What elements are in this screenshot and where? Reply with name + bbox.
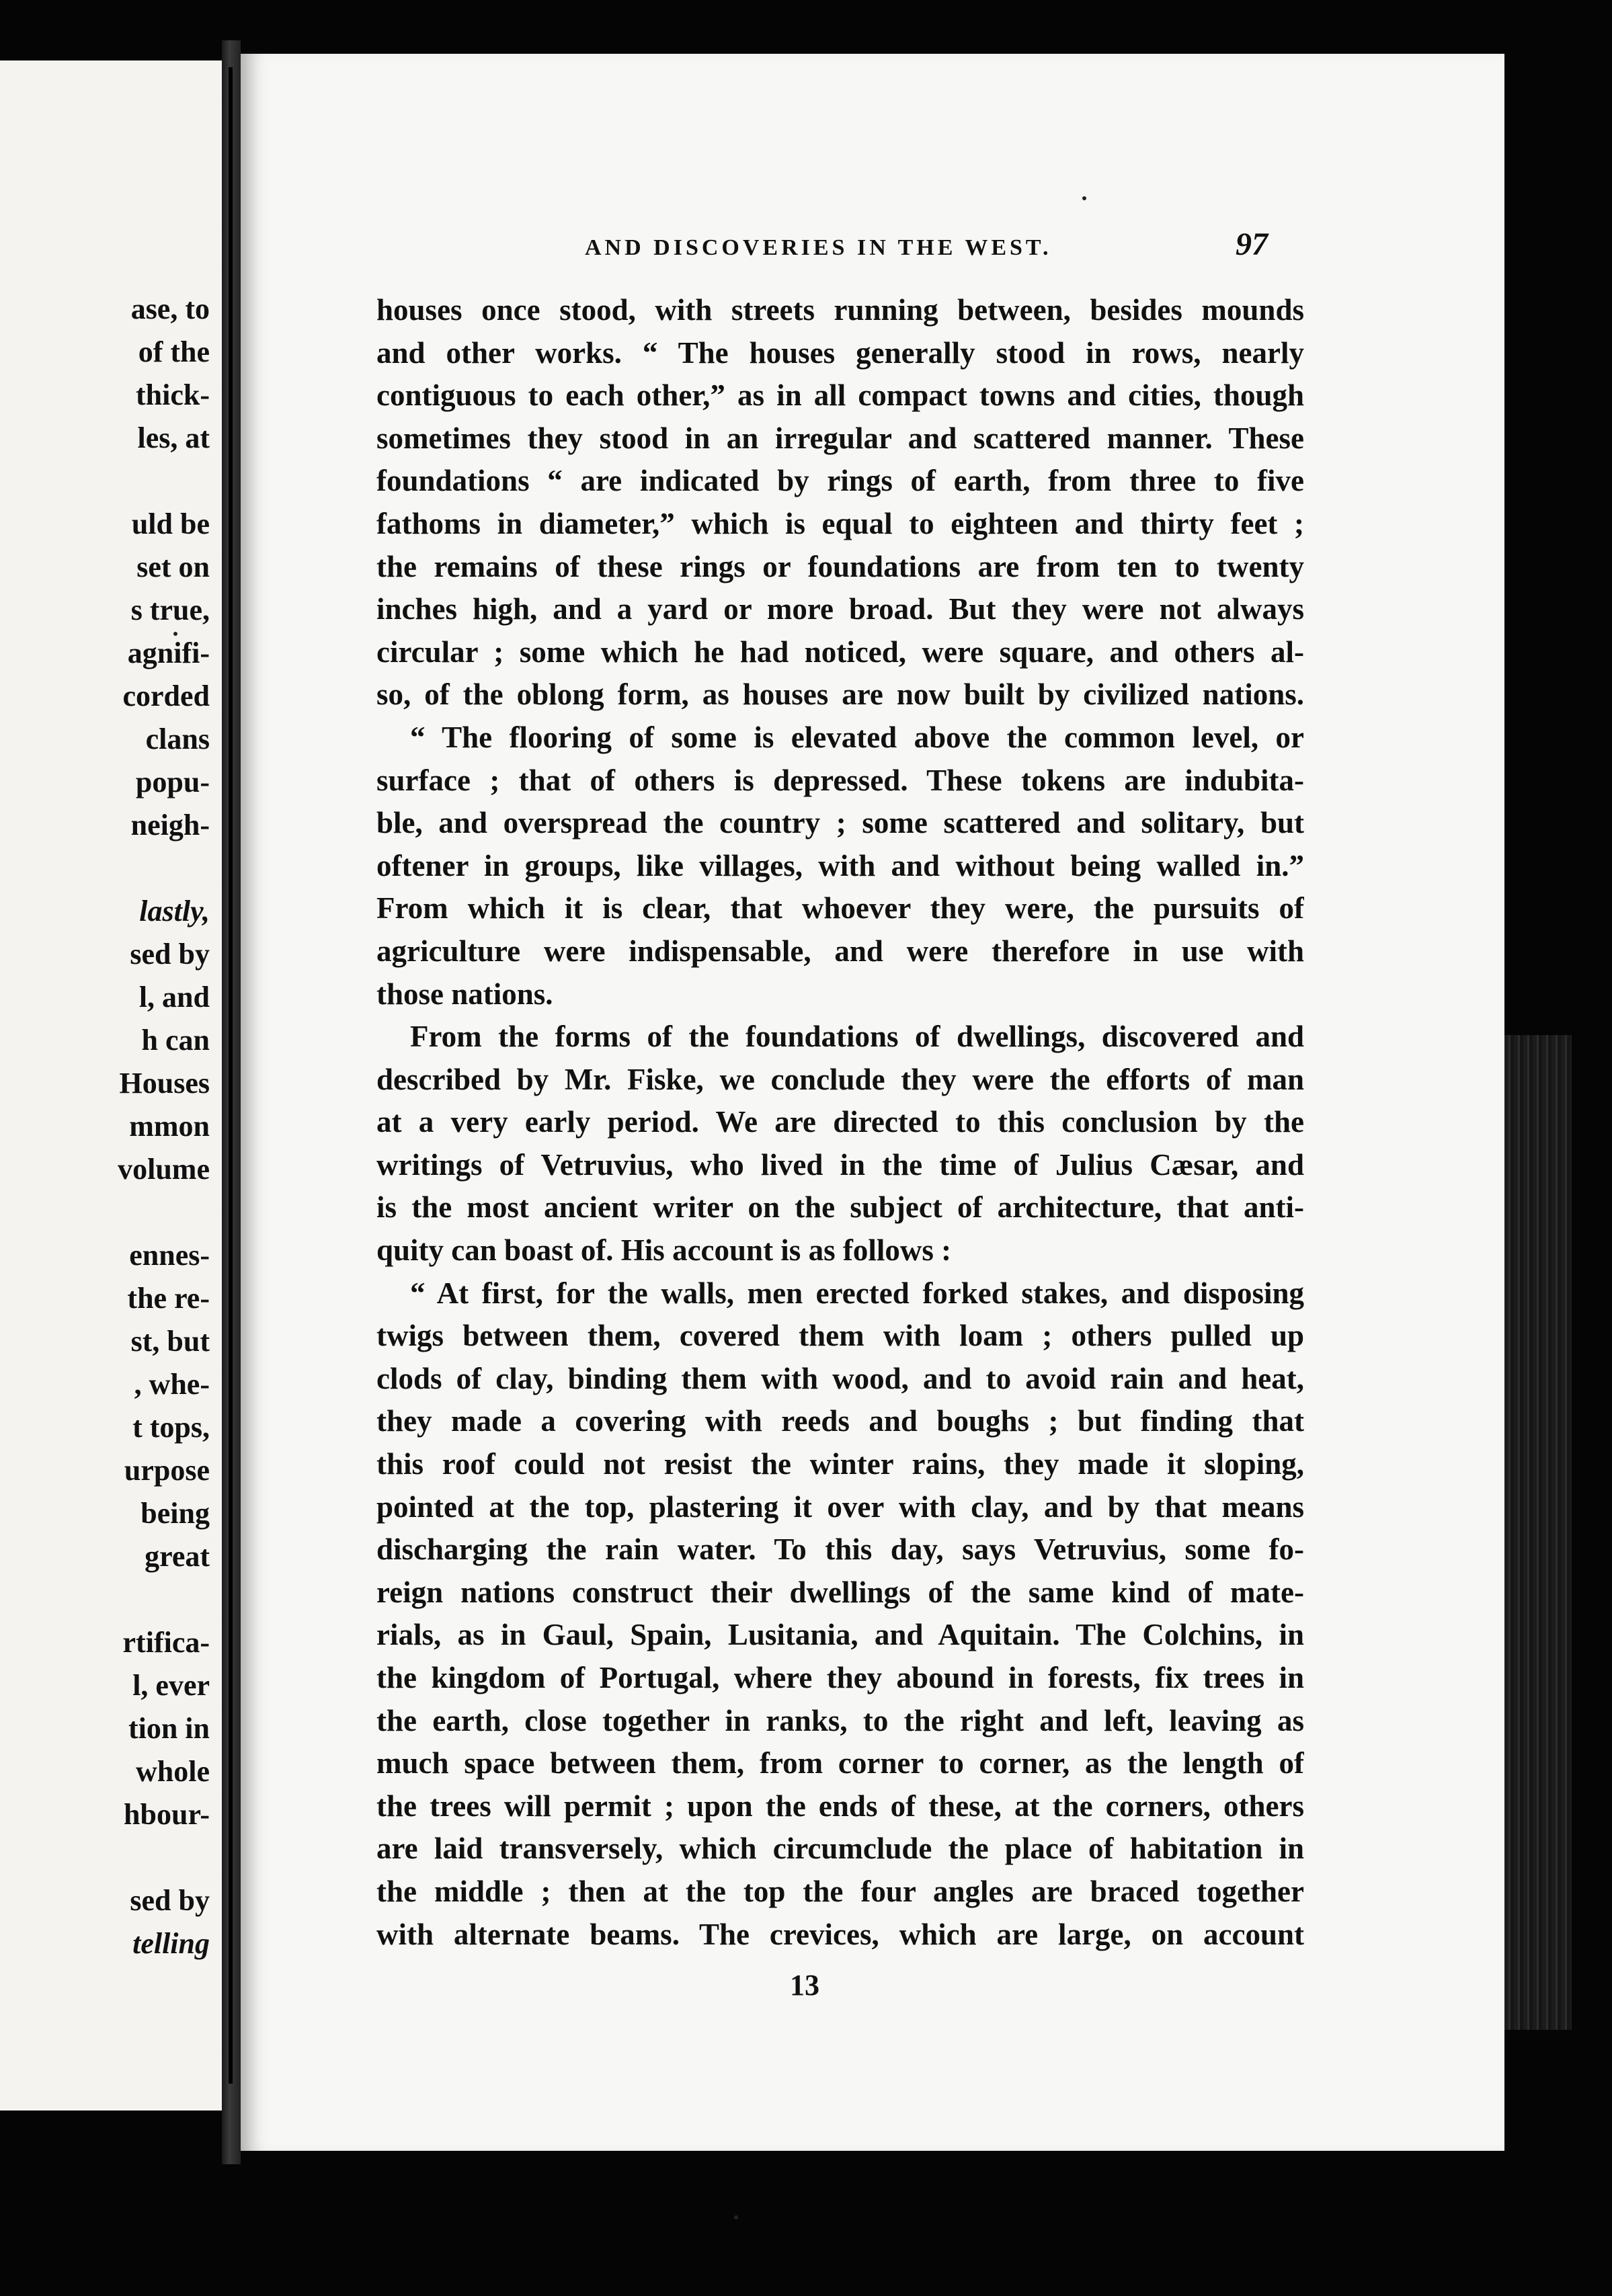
- signature-mark: 13: [790, 1969, 819, 2002]
- text-line: pointed at the top, plastering it over with clay, and by that means: [376, 1489, 1304, 1524]
- left-line-fragment: st, but: [130, 1325, 210, 1358]
- left-line-fragment: great: [145, 1540, 210, 1573]
- left-page-fragment: [0, 60, 222, 2110]
- left-line-fragment: set on: [136, 550, 210, 583]
- text-line: the earth, close together in ranks, to the right and left, leaving as: [376, 1703, 1304, 1737]
- left-line-fragment: sed by: [130, 1884, 210, 1917]
- left-line-fragment: ase, to: [130, 292, 210, 325]
- left-line-fragment: corded: [122, 680, 210, 712]
- left-line-fragment: rtifica-: [122, 1626, 210, 1659]
- text-line: contiguous to each other,” as in all compact towns and cities, though: [376, 378, 1304, 413]
- left-line-fragment: Houses: [119, 1067, 210, 1100]
- text-line: “ At first, for the walls, men erected forked stakes, and disposing: [410, 1276, 1304, 1310]
- text-line: From which it is clear, that whoever they were, the pursuits of: [376, 891, 1304, 926]
- text-line: with alternate beams. The crevices, which are large, on account: [376, 1917, 1304, 1951]
- left-line-fragment: , whe-: [134, 1368, 210, 1401]
- text-line: From the forms of the foundations of dwellings, discovered and: [410, 1020, 1304, 1054]
- gutter-shadow: [229, 67, 233, 2084]
- running-head: AND DISCOVERIES IN THE WEST.: [585, 235, 1052, 260]
- text-line: is the most ancient writer on the subject of architecture, that anti-: [376, 1190, 1304, 1225]
- text-line: agriculture were indispensable, and were therefore in use with: [376, 934, 1304, 968]
- text-line: surface ; that of others is depressed. These tokens are indubita-: [376, 763, 1304, 797]
- text-line: foundations “ are indicated by rings of earth, from three to five: [376, 464, 1304, 498]
- left-line-fragment: popu-: [135, 766, 210, 798]
- left-line-fragment: telling: [132, 1927, 210, 1960]
- text-line: reign nations construct their dwellings of the same kind of mate-: [376, 1575, 1304, 1609]
- scan-speck: [734, 2215, 738, 2219]
- page-number: 97: [1236, 227, 1268, 262]
- left-line-fragment: whole: [136, 1755, 210, 1788]
- text-line: houses once stood, with streets running between, besides mounds: [376, 293, 1304, 327]
- text-line: the middle ; then at the top the four angles are braced together: [376, 1874, 1304, 1908]
- text-line: and other works. “ The houses generally stood in rows, nearly: [376, 335, 1304, 370]
- left-line-fragment: hbour-: [124, 1798, 210, 1831]
- left-line-fragment: l, ever: [132, 1669, 210, 1702]
- scan-speck: [173, 632, 177, 636]
- text-line: the trees will permit ; upon the ends of these, at the corners, others: [376, 1789, 1304, 1823]
- left-line-fragment: clans: [145, 723, 210, 755]
- text-line: at a very early period. We are directed to this conclusion by the: [376, 1105, 1304, 1139]
- text-line: are laid transversely, which circumclude the place of habitation in: [376, 1832, 1304, 1866]
- left-line-fragment: l, and: [138, 981, 210, 1014]
- text-line: so, of the oblong form, as houses are now built by civilized nations.: [376, 678, 1304, 712]
- left-line-fragment: ennes-: [129, 1239, 210, 1272]
- text-line: rials, as in Gaul, Spain, Lusitania, and Aquitain. The Colchins, in: [376, 1618, 1304, 1652]
- left-line-fragment: thick-: [136, 378, 210, 411]
- scan-speck: [1082, 196, 1086, 200]
- text-line: the kingdom of Portugal, where they abound in forests, fix trees in: [376, 1661, 1304, 1694]
- left-line-fragment: agnifi-: [127, 637, 210, 669]
- left-line-fragment: sed by: [130, 938, 210, 971]
- left-line-fragment: t tops,: [132, 1411, 210, 1444]
- left-line-fragment: the re-: [127, 1282, 210, 1315]
- text-line: much space between them, from corner to corner, as the length of: [376, 1746, 1304, 1780]
- left-line-fragment: mmon: [129, 1110, 210, 1143]
- text-line: they made a covering with reeds and boughs ; but finding that: [376, 1404, 1304, 1438]
- text-line: “ The flooring of some is elevated above the common level, or: [410, 720, 1304, 754]
- left-line-fragment: being: [140, 1497, 210, 1530]
- text-line: inches high, and a yard or more broad. But they were not always: [376, 592, 1304, 626]
- text-line: circular ; some which he had noticed, were square, and others al-: [376, 634, 1304, 669]
- text-line: ble, and overspread the country ; some scattered and solitary, but: [376, 806, 1304, 840]
- text-line: described by Mr. Fiske, we conclude they were the efforts of man: [376, 1062, 1304, 1096]
- left-line-fragment: h can: [141, 1024, 210, 1057]
- left-line-fragment: uld be: [131, 507, 210, 540]
- text-line: oftener in groups, like villages, with and without being walled in.”: [376, 848, 1304, 883]
- text-line: this roof could not resist the winter rains, they made it sloping,: [376, 1447, 1304, 1481]
- body-text: [376, 289, 1304, 1956]
- text-line: the remains of these rings or foundations are from ten to twenty: [376, 549, 1304, 583]
- left-line-fragment: les, at: [137, 421, 210, 454]
- page-edge-strip: [1504, 1035, 1572, 2030]
- left-line-fragment: neigh-: [130, 809, 210, 842]
- left-line-fragment: urpose: [124, 1454, 210, 1487]
- text-line: writings of Vetruvius, who lived in the time of Julius Cæsar, and: [376, 1147, 1304, 1182]
- text-line: discharging the rain water. To this day, says Vetruvius, some fo-: [376, 1532, 1304, 1567]
- text-line: fathoms in diameter,” which is equal to eighteen and thirty feet ;: [376, 506, 1304, 540]
- text-line: quity can boast of. His account is as follows :: [376, 1233, 952, 1268]
- text-line: clods of clay, binding them with wood, and to avoid rain and heat,: [376, 1361, 1304, 1395]
- left-line-fragment: lastly,: [139, 895, 210, 928]
- text-line: sometimes they stood in an irregular and scattered manner. These: [376, 421, 1304, 455]
- left-line-fragment: tion in: [128, 1712, 210, 1745]
- text-line: twigs between them, covered them with loam ; others pulled up: [376, 1319, 1304, 1353]
- text-line: those nations.: [376, 977, 553, 1011]
- left-line-fragment: of the: [138, 335, 210, 368]
- left-line-fragment: volume: [118, 1153, 210, 1186]
- left-line-fragment: s true,: [130, 593, 210, 626]
